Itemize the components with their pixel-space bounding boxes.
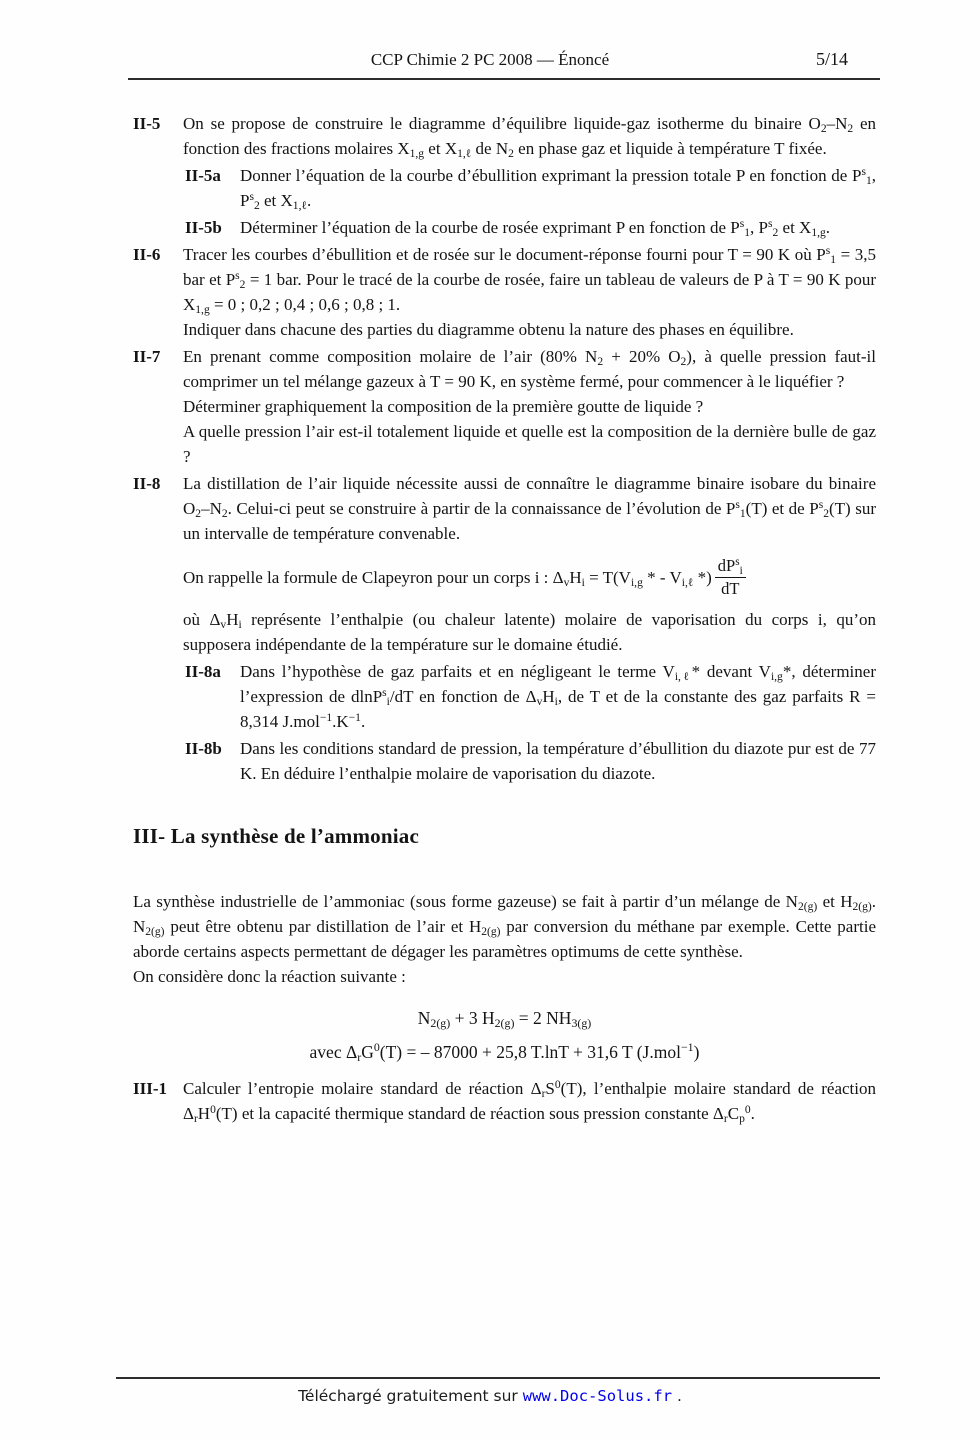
document-body xyxy=(0,80,980,1126)
footer-rule xyxy=(116,1377,880,1379)
question-II-5b-body xyxy=(240,215,876,240)
question-II-8-body xyxy=(183,471,876,657)
page-number: 5/14 xyxy=(815,49,848,69)
page-footer xyxy=(0,1387,980,1405)
reaction-equation: $N_{2(g)} + 3$ $H_{2(g)} = 2$ $NH_{3(g)}$ xyxy=(417,1008,592,1031)
question-II-7-text1: En prenant comme composition molaire de l’air (80% $N_2 + 20\%$ $O_2$), à quelle pression faut-il comprimer un tel mélange gazeux à T = 90 K, en système fermé, pour commencer à le liquéfier ? xyxy=(183,347,876,391)
header-row xyxy=(128,50,852,75)
question-II-6-label: II-6 xyxy=(133,245,161,264)
section-III-intro-text1: La synthèse industrielle de l’ammoniac (sous forme gazeuse) se fait à partir d’un mélange de $N_{2(g)}$ et $H_{2(g)}$. $N_{2(g)}$ peut être obtenu par distillation de l’air et $H_{2(g)}$ par conversion du méthane par exemple. Cette partie aborde certains aspects permettant de dégager les paramètres optimums de cette synthèse. xyxy=(133,892,877,961)
question-II-5a-body xyxy=(240,163,876,213)
question-II-8b-text: Dans les conditions standard de pression, la température d’ébullition du diazote pur est de 77 K. En déduire l’enthalpie molaire de vaporisation du diazote. xyxy=(240,739,876,783)
question-II-8-label: II-8 xyxy=(133,474,161,493)
reaction-equations xyxy=(133,1006,876,1065)
question-II-8-text2: où $\Delta_vH_i$ représente l’enthalpie (ou chaleur latente) molaire de vaporisation du corps i, qu’on supposera indépendante de la température sur le domaine étudié. xyxy=(183,610,876,654)
clapeyron-formula xyxy=(183,555,876,600)
document-title: CCP Chimie 2 PC 2008 — Énoncé xyxy=(370,50,610,69)
footer-suffix: . xyxy=(672,1387,682,1405)
section-III-intro-text2: On considère donc la réaction suivante : xyxy=(133,967,406,986)
clapeyron-fraction-denominator: dT xyxy=(721,579,740,598)
section-III-intro xyxy=(133,889,876,989)
clapeyron-fraction xyxy=(715,555,746,600)
question-II-5a xyxy=(185,163,876,213)
question-II-5-text: On se propose de construire le diagramme d’équilibre liquide-gaz isotherme du binaire $O_2-N_2$ en fonction des fractions molaires $X_{1,g}$ et $X_{1,\ell}$ de $N_2$ en phase gaz et liquide à température T fixée. xyxy=(183,114,877,161)
question-II-8a-text: Dans l’hypothèse de gaz parfaits et en négligeant le terme $V_{i,\ell}*$ devant $V_{i,g}*$, déterminer l’expression de dlnP$^s_i$/dT en fonction de $\Delta_vH_i$, de T et de la constante des gaz parfaits R = 8,314 $J.mol^{-1}.K^{-1}$. xyxy=(240,662,876,731)
clapeyron-fraction-numerator: $dP^s_i$ xyxy=(715,555,746,578)
question-III-1-text: Calculer l’entropie molaire standard de réaction $\Delta_rS^0(T)$, l’enthalpie molaire standard de réaction $\Delta_rH^0(T)$ et la capacité thermique standard de réaction sous pression constante $\Delta_rC_p^0$. xyxy=(183,1077,876,1126)
question-II-6-text2: Indiquer dans chacune des parties du diagramme obtenu la nature des phases en équilibre. xyxy=(183,320,794,339)
clapeyron-formula-prefix: On rappelle la formule de Clapeyron pour un corps i : $\Delta_vH_i = T(V_{i,g}$ * - $V_{i,\ell}$ *) xyxy=(183,568,712,590)
question-II-7 xyxy=(133,344,876,469)
doc-solus-link[interactable]: www.Doc-Solus.fr xyxy=(522,1387,673,1405)
question-II-6-text1: Tracer les courbes d’ébullition et de rosée sur le document-réponse fourni pour T = 90 K où $P^s_1 = 3,5$ bar et $P^s_2 = 1$ bar. Pour le tracé de la courbe de rosée, faire un tableau de valeurs de P à T = 90 K pour $X_{1,g} = 0$ ; 0,2 ; 0,4 ; 0,6 ; 0,8 ; 1. xyxy=(183,243,876,317)
question-II-5b-label: II-5b xyxy=(185,218,222,237)
question-II-8b-body xyxy=(240,736,876,786)
question-II-5b-text: Déterminer l’équation de la courbe de rosée exprimant P en fonction de $P^s_1$, $P^s_2$ et $X_{1,g}$. xyxy=(240,216,831,240)
question-II-8b-label: II-8b xyxy=(185,739,222,758)
question-II-8a-label: II-8a xyxy=(185,662,221,681)
question-II-7-text2: Déterminer graphiquement la composition de la première goutte de liquide ? xyxy=(183,397,704,416)
question-II-5a-text: Donner l’équation de la courbe d’ébullition exprimant la pression totale P en fonction de $P^s_1$, $P^s_2$ et $X_{1,\ell}$. xyxy=(240,164,876,213)
question-II-5-body xyxy=(183,111,876,161)
page-header xyxy=(0,0,980,80)
question-II-8 xyxy=(133,471,876,657)
question-II-8a-body xyxy=(240,659,876,734)
footer-prefix: Téléchargé gratuitement sur xyxy=(298,1387,523,1405)
question-II-8-text1: La distillation de l’air liquide nécessite aussi de connaître le diagramme binaire isobare du binaire $O_2-N_2$. Celui-ci peut se construire à partir de la connaissance de l’évolution de $P^s_1(T)$ et de $P^s_2(T)$ sur un intervalle de température convenable. xyxy=(183,474,877,543)
question-II-5b xyxy=(185,215,876,240)
question-II-6 xyxy=(133,242,876,342)
gibbs-energy-equation: avec $\Delta_rG^0(T)$ = – 87000 + 25,8 T.lnT + 31,6 T (J.mol$^{-1}$) xyxy=(309,1040,700,1065)
question-III-1-body xyxy=(183,1076,876,1126)
question-II-5 xyxy=(133,111,876,161)
question-II-5a-label: II-5a xyxy=(185,166,221,185)
section-III-title: III- La synthèse de l’ammoniac xyxy=(133,824,420,848)
question-II-8a xyxy=(185,659,876,734)
question-II-5-label: II-5 xyxy=(133,114,161,133)
question-III-1-label: III-1 xyxy=(133,1079,168,1098)
question-II-7-text3: A quelle pression l’air est-il totalement liquide et quelle est la composition de la dernière bulle de gaz ? xyxy=(183,422,876,466)
question-III-1 xyxy=(133,1076,876,1126)
question-II-6-body xyxy=(183,242,876,342)
question-II-8b xyxy=(185,736,876,786)
question-II-7-label: II-7 xyxy=(133,347,161,366)
question-II-7-body xyxy=(183,344,876,469)
